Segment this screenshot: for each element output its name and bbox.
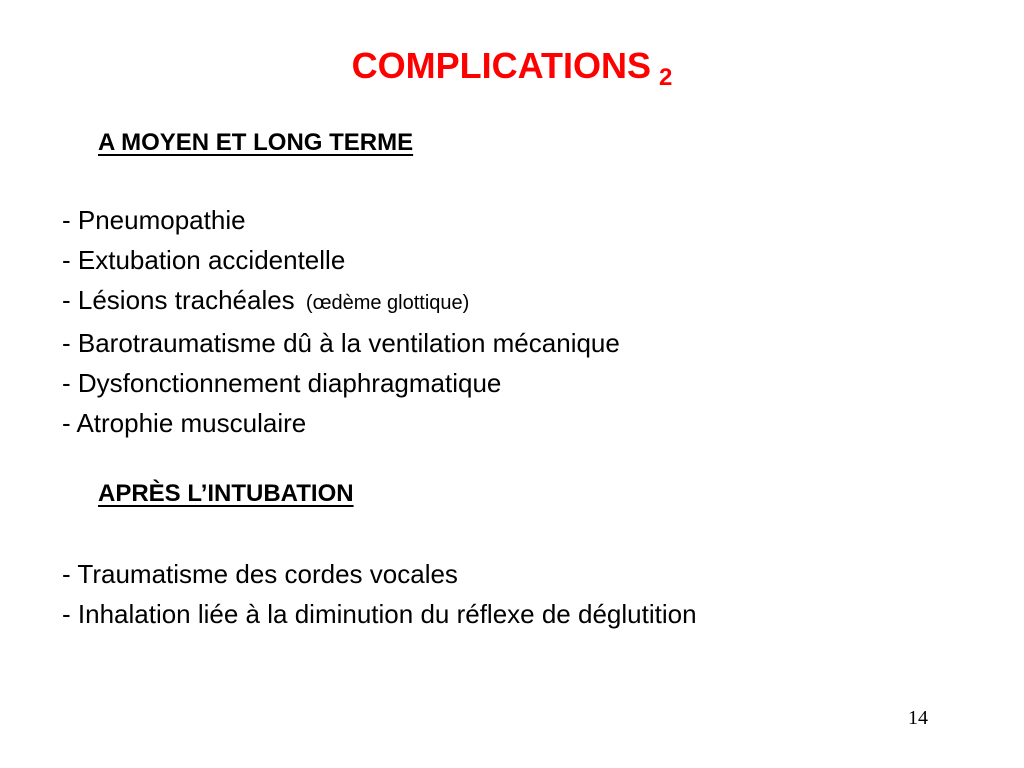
list-item <box>62 594 697 634</box>
list-item-text: - Inhalation liée à la diminution du réflexe de déglutition <box>62 599 697 629</box>
list-item-text: - Atrophie musculaire <box>62 408 307 438</box>
list-item <box>62 280 620 323</box>
list-item-text: - Lésions trachéales <box>62 285 295 315</box>
section-heading-long-term: A MOYEN ET LONG TERME <box>98 129 414 156</box>
complications-after-intubation-list <box>62 554 697 634</box>
list-item <box>62 554 697 594</box>
list-item-text: - Extubation accidentelle <box>62 245 346 275</box>
list-item-text: - Dysfonctionnement diaphragmatique <box>62 368 502 398</box>
list-item-text: - Traumatisme des cordes vocales <box>62 559 458 589</box>
slide-title <box>0 38 1024 106</box>
list-item <box>62 363 620 403</box>
slide-title-text: COMPLICATIONS <box>351 45 651 86</box>
list-item-note: (œdème glottique) <box>305 292 470 314</box>
page-number: 14 <box>908 707 928 729</box>
list-item-text: - Pneumopathie <box>62 205 246 235</box>
section-heading-after-intubation: APRÈS L’INTUBATION <box>98 480 354 507</box>
list-item <box>62 403 620 443</box>
list-item <box>62 240 620 280</box>
list-item <box>62 323 620 363</box>
slide-title-subscript: 2 <box>658 64 673 91</box>
list-item <box>62 200 620 240</box>
complications-long-term-list <box>62 200 620 443</box>
list-item-text: - Barotraumatisme dû à la ventilation mécanique <box>62 328 620 358</box>
